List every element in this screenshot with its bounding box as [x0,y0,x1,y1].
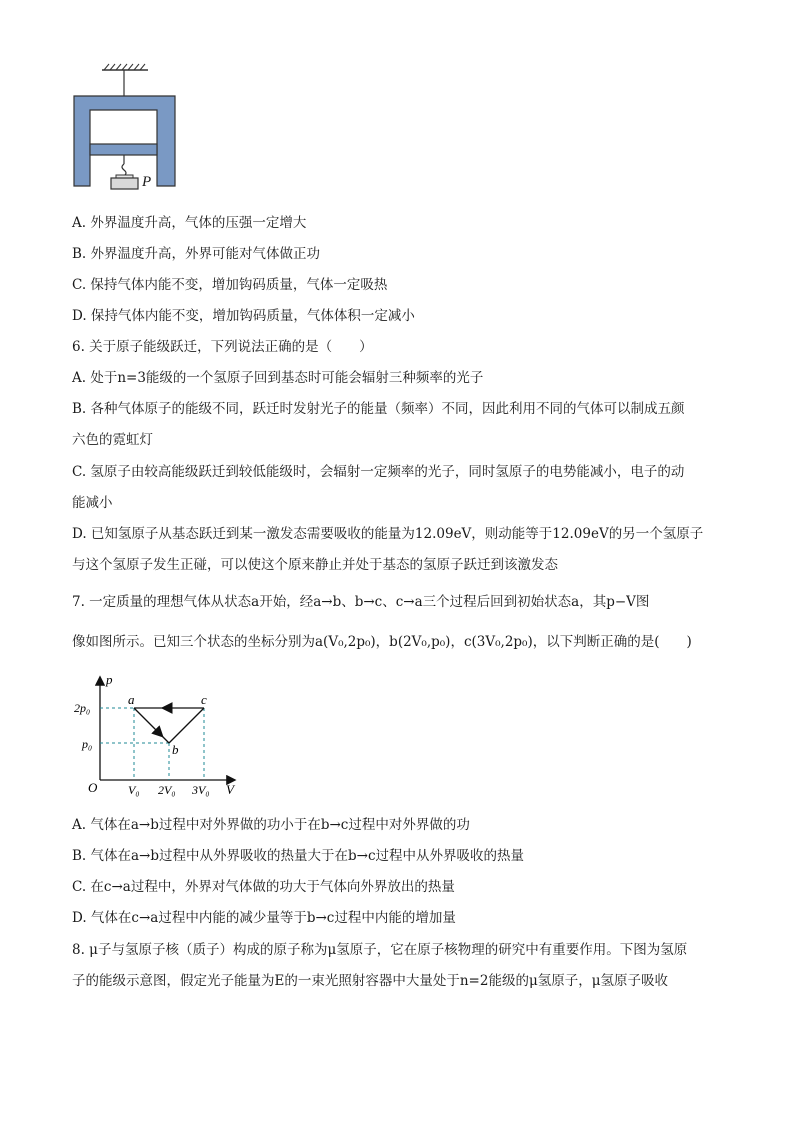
pv-graph [70,670,250,805]
point-c-label: c [201,692,207,707]
q6-line-4: C. 氢原子由较高能级跃迁到较低能级时，会辐射一定频率的光子，同时氢原子的电势能减小，电子的动 [72,464,685,480]
q7-option-c: C. 在c→a过程中，外界对气体做的功大于气体向外界放出的热量 [72,879,455,895]
point-a-label: a [128,692,135,707]
point-b-label: b [172,742,179,757]
q6-line-2: B. 各种气体原子的能级不同，跃迁时发射光子的能量（频率）不同，因此利用不同的气体可以制成五颜 [72,401,685,417]
y-axis-label: p [106,672,113,687]
y-tick-2p0: 2p₀ [74,701,91,715]
y-tick-p0: p₀ [82,737,93,751]
q7-option-a: A. 气体在a→b过程中对外界做的功小于在b→c过程中对外界做的功 [72,817,470,833]
q7-option-b: B. 气体在a→b过程中从外界吸收的热量大于在b→c过程中从外界吸收的热量 [72,848,525,864]
q5-option-c: C. 保持气体内能不变，增加钩码质量，气体一定吸热 [72,277,388,293]
q8-line-2: 子的能级示意图，假定光子能量为E的一束光照射容器中大量处于n=2能级的μ氢原子，μ氢原子吸收 [72,973,668,989]
q8-line-1: 8. μ子与氢原子核（质子）构成的原子称为μ氢原子，它在原子核物理的研究中有重要作用。下图为氢原 [72,942,688,958]
q6-line-7: 与这个氢原子发生正碰，可以使这个原来静止并处于基态的氢原子跃迁到该激发态 [72,557,558,573]
q6-line-6: D. 已知氢原子从基态跃迁到某一激发态需要吸收的能量为12.09eV，则动能等于12.09eV的另一个氢原子 [72,526,704,542]
q6-line-5: 能减小 [72,495,113,511]
q7-stem-line-2: 像如图所示。已知三个状态的坐标分别为a(V₀,2p₀)，b(2V₀,p₀)，c(3V₀,2p₀)，以下判断正确的是( ) [72,634,692,650]
process-lines [134,708,204,743]
x-tick-2v0: 2V₀ [158,783,176,797]
origin-label: O [88,780,98,795]
x-axis-label: V [226,782,234,797]
q5-option-b: B. 外界温度升高，外界可能对气体做正功 [72,246,321,262]
x-tick-3v0: 3V₀ [192,783,210,797]
q6-line-1: A. 处于n=3能级的一个氢原子回到基态时可能会辐射三种频率的光子 [72,370,484,386]
q7-stem-line-1: 7. 一定质量的理想气体从状态a开始，经a→b、b→c、c→a三个过程后回到初始状态a，其p−V图 [72,594,650,610]
weight-label: P [142,174,152,190]
q5-option-d: D. 保持气体内能不变，增加钩码质量，气体体积一定减小 [72,308,415,324]
q7-option-d: D. 气体在c→a过程中内能的减少量等于b→c过程中内能的增加量 [72,910,456,926]
cylinder-figure [70,60,190,192]
q6-stem: 6. 关于原子能级跃迁，下列说法正确的是（ ） [72,339,373,355]
q6-line-3: 六色的霓虹灯 [72,432,153,448]
x-tick-v0: V₀ [128,783,140,797]
q5-option-a: A. 外界温度升高，气体的压强一定增大 [72,215,307,231]
